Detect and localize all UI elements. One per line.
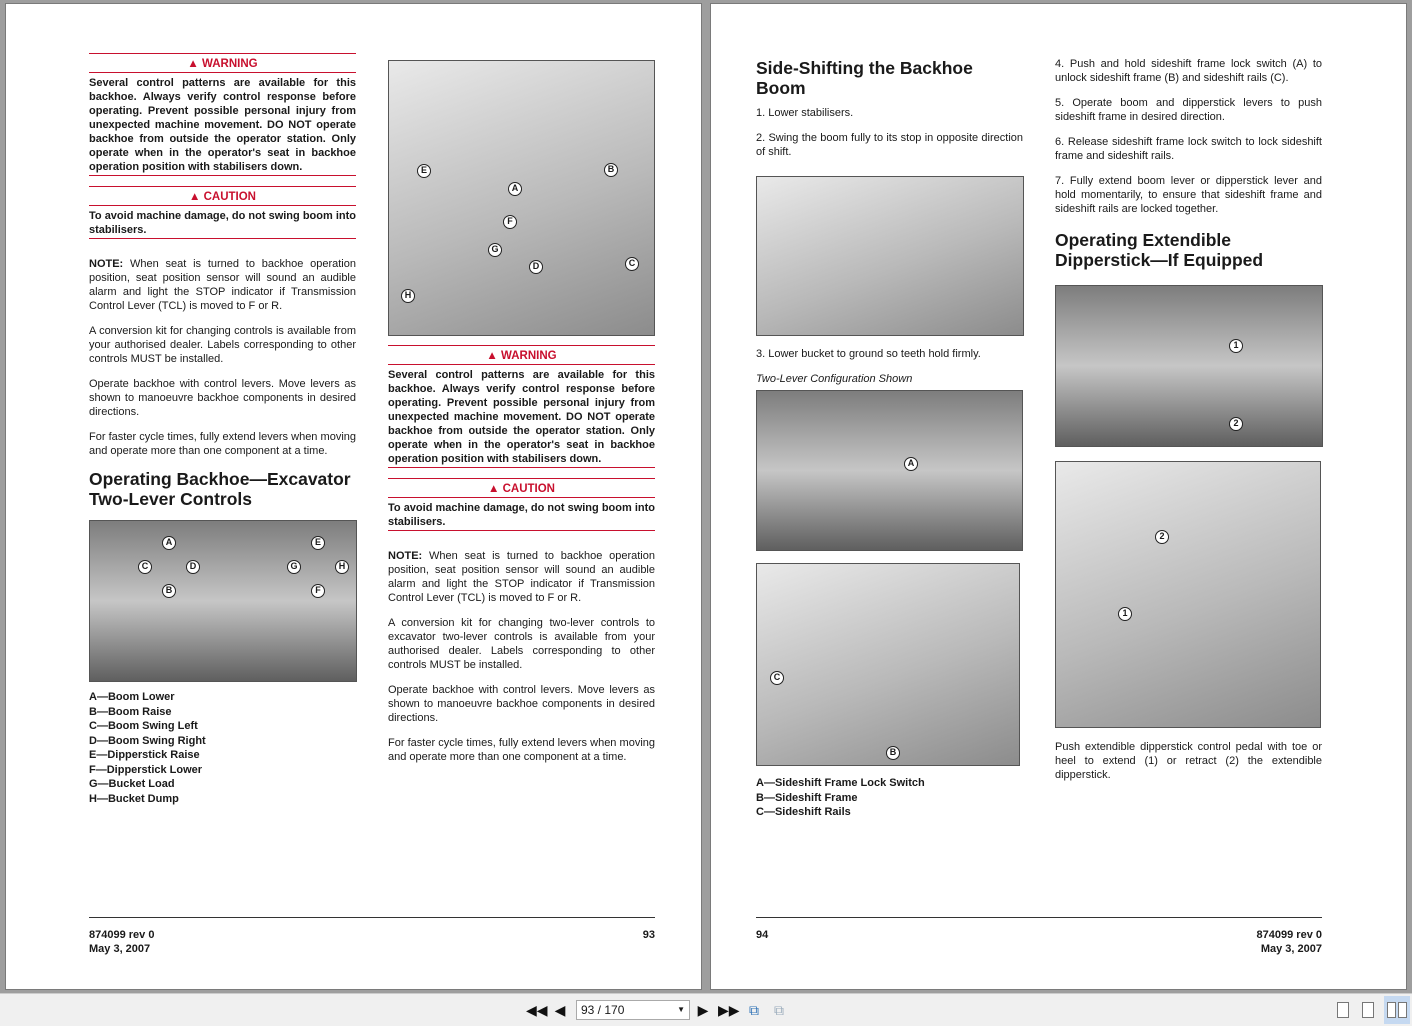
- warning-icon: ▲: [486, 350, 498, 362]
- pdf-page-93: [5, 3, 702, 990]
- legend: A—Boom Lower B—Boom Raise C—Boom Swing Left D—Boom Swing Right E—Dipperstick Raise F—Dipperstick Lower G—Bucket Load H—Bucket Dump: [89, 691, 206, 805]
- paragraph: A conversion kit for changing two-lever controls to excavator two-lever controls is available from your authorised dealer. Labels corresponding to other controls MUST be installed.: [388, 617, 655, 671]
- note: NOTE: When seat is turned to backhoe operation position, seat position sensor will sound an audible alarm and light the STOP indicator if Transmission Control Lever (TCL) is moved to F or R.: [388, 550, 655, 604]
- warning-box: ▲ WARNING Several control patterns are available for this backhoe. Always verify control response before operating. Prevent possible personal injury from unexpected machine movement. DO NOT operate backhoe from outside the operator station. Only operate when in the operator's seat in backhoe operation position with stabilisers down.: [388, 345, 655, 468]
- warning-text: Several control patterns are available for this backhoe. Always verify control response before operating. Prevent possible personal injury from unexpected machine movement. DO NOT operate backhoe from outside the operator station. Only operate when in the operator's seat in backhoe operation position with stabilisers down.: [89, 77, 356, 173]
- backhoe-diagram: E A B F G D C H: [388, 60, 655, 336]
- previous-page-icon[interactable]: ◀: [554, 1002, 566, 1018]
- last-page-icon[interactable]: ▶▶: [718, 1002, 740, 1018]
- page-footer: 874099 rev 0 May 3, 2007 93: [89, 917, 655, 956]
- paragraph: For faster cycle times, fully extend levers when moving and operate more than one component at a time.: [89, 431, 356, 457]
- paragraph: Operate backhoe with control levers. Move levers as shown to manoeuvre backhoe components in desired directions.: [89, 378, 356, 418]
- previous-view-icon[interactable]: ⧉: [749, 1002, 759, 1018]
- caution-text: To avoid machine damage, do not swing boom into stabilisers.: [89, 210, 356, 236]
- page-number: 93: [642, 929, 655, 941]
- legend: A—Sideshift Frame Lock Switch B—Sideshift Frame C—Sideshift Rails: [756, 777, 925, 818]
- next-page-icon[interactable]: ▶: [697, 1002, 709, 1018]
- warning-icon: ▲: [189, 191, 201, 203]
- caution-box: [89, 186, 356, 239]
- facing-pages-icon: [1387, 1002, 1396, 1018]
- facing-pages-view-button[interactable]: [1384, 996, 1410, 1024]
- section-heading: Operating Extendible Dipperstick—If Equipped: [1055, 230, 1264, 270]
- middle-column: [388, 345, 655, 775]
- warning-box: [89, 53, 356, 176]
- left-column: Side-Shifting the Backhoe Boom 1. Lower stabilisers. 2. Swing the boom fully to its stop in opposite direction of shift.: [756, 58, 1023, 158]
- sideshift-photo: C B: [756, 563, 1020, 766]
- figure-caption: Two-Lever Configuration Shown: [756, 373, 913, 385]
- backhoe-photo: [756, 176, 1024, 336]
- warning-icon: ▲: [488, 483, 500, 495]
- next-view-icon[interactable]: ⧉: [774, 1002, 784, 1018]
- paragraph: A conversion kit for changing controls is available from your authorised dealer. Labels corresponding to other controls MUST be installed.: [89, 325, 356, 365]
- lever-photo: A: [756, 390, 1023, 551]
- note: NOTE: When seat is turned to backhoe operation position, seat position sensor will sound an audible alarm and light the STOP indicator if Transmission Control Lever (TCL) is moved to F or R.: [89, 258, 356, 312]
- dipperstick-diagram: 2 1: [1055, 461, 1321, 728]
- warning-icon: ▲: [187, 58, 199, 70]
- caution-box: ▲ CAUTION To avoid machine damage, do not swing boom into stabilisers.: [388, 478, 655, 531]
- first-page-icon[interactable]: ◀◀: [526, 1002, 548, 1018]
- caution-title: CAUTION: [203, 191, 256, 203]
- pdf-page-94: Side-Shifting the Backhoe Boom 1. Lower stabilisers. 2. Swing the boom fully to its stop in opposite direction of shift. 3. Lower bucket to ground so teeth hold firmly. Two-Lever Configuration Shown A C B A—Sideshift Frame Lock Switch B—Sideshift Frame C—Sideshift Rails 4. Push and hold sideshift frame lock switch (A) to unlock sideshift frame (B) and sideshift rails (C). 5. Operate boom and dipperstick levers to push sideshift frame in desired direction. 6. Release sideshift frame lock switch to lock sideshift frame and sideshift rails. 7. Fully extend boom lever or dipperstick lever and hold momentarily, to ensure that sideshift frame and sideshift rails are locked together. Operating Extendible Dipperstick—If Equipped 1 2 2 1 Push extendible dipperstick control pedal with toe or heel to extend (1) or retract (2) the extendible dipperstick. 94 874099 rev 0 May 3, 2007: [710, 3, 1407, 990]
- paragraph: Operate backhoe with control levers. Move levers as shown to manoeuvre backhoe components in desired directions.: [388, 684, 655, 724]
- section-heading: Side-Shifting the Backhoe Boom: [756, 58, 973, 98]
- continuous-view-icon[interactable]: [1362, 1002, 1374, 1018]
- page-footer: 94 874099 rev 0 May 3, 2007: [756, 917, 1322, 942]
- controls-photo: A C D B E G H F: [89, 520, 357, 682]
- chevron-down-icon[interactable]: ▼: [677, 1005, 685, 1014]
- left-column: [89, 53, 356, 517]
- page-number: 94: [756, 929, 769, 941]
- viewer-toolbar: [0, 993, 1412, 1026]
- single-page-view-icon[interactable]: [1337, 1002, 1349, 1018]
- right-column: 4. Push and hold sideshift frame lock switch (A) to unlock sideshift frame (B) and sideshift rails (C). 5. Operate boom and dipperstick levers to push sideshift frame in desired direction. 6. Release sideshift frame lock switch to lock sideshift frame and sideshift rails. 7. Fully extend boom lever or dipperstick lever and hold momentarily, to ensure that sideshift frame and sideshift rails are locked together. Operating Extendible Dipperstick—If Equipped: [1055, 58, 1322, 270]
- page-number-input[interactable]: 93 / 170 ▼: [576, 1000, 690, 1020]
- section-heading: Operating Backhoe—Excavator Two-Lever Controls: [89, 469, 351, 509]
- pedal-photo: 1 2: [1055, 285, 1323, 447]
- warning-title: WARNING: [202, 58, 258, 70]
- paragraph: For faster cycle times, fully extend levers when moving and operate more than one component at a time.: [388, 737, 655, 763]
